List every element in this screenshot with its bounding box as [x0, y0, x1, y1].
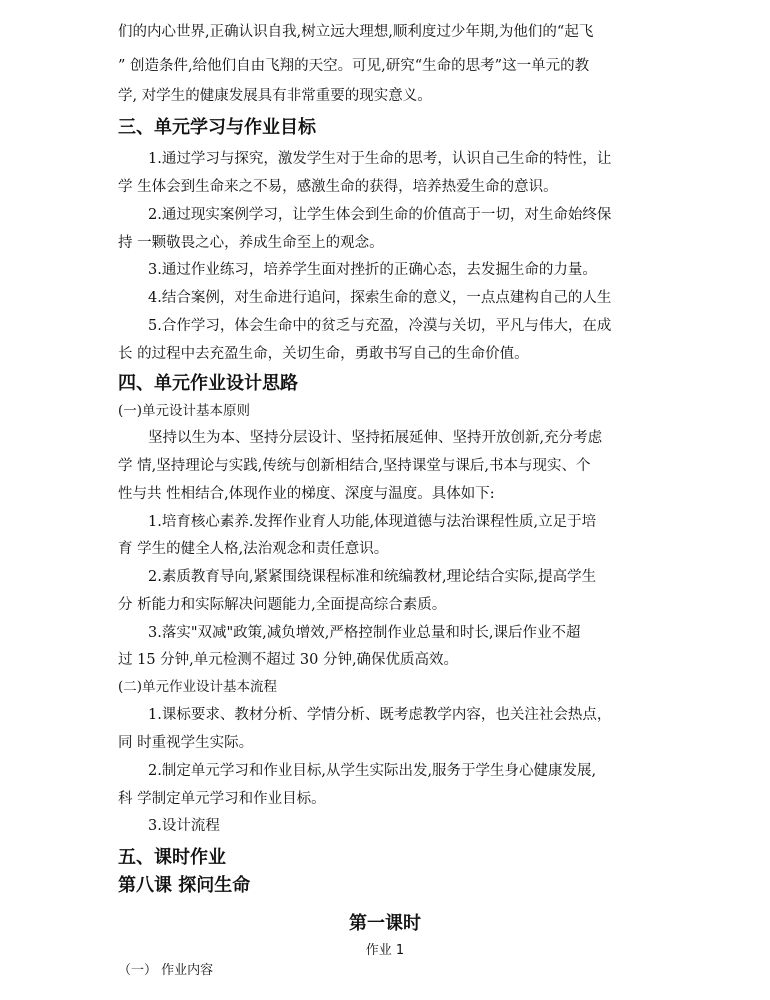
principle-1-line-2: 育 学生的健全人格,法治观念和责任意识。	[118, 541, 389, 557]
principle-line-1: 坚持以生为本、坚持分层设计、坚持拓展延伸、坚持开放创新,充分考虑	[148, 430, 603, 446]
intro-line-3: 学, 对学生的健康发展具有非常重要的现实意义。	[118, 88, 432, 104]
section-3-heading: 三、单元学习与作业目标	[118, 117, 316, 138]
section-5-heading: 五、课时作业	[118, 847, 226, 868]
goal-3: 3.通过作业练习，培养学生面对挫折的正确心态，去发掘生命的力量。	[148, 262, 597, 278]
homework-label: 作业 1	[365, 943, 405, 958]
content-heading: （一） 作业内容	[118, 963, 214, 978]
goal-1-line-1: 1.通过学习与探究，激发学生对于生命的思考，认识自己生命的特性，让	[148, 151, 612, 167]
principle-3-line-1: 3.落实"双减"政策,减负增效,严格控制作业总量和时长,课后作业不超	[148, 625, 581, 641]
goal-2-line-2: 持 一颗敬畏之心，养成生命至上的观念。	[118, 235, 384, 251]
lesson-title: 第八课 探问生命	[118, 875, 251, 896]
process-1-line-2: 同 时重视学生实际。	[118, 735, 254, 751]
principle-2-line-1: 2.素质教育导向,紧紧围绕课程标准和统编教材,理论结合实际,提高学生	[148, 569, 597, 585]
subheading-process: (二)单元作业设计基本流程	[118, 679, 278, 695]
goal-2-line-1: 2.通过现实案例学习，让学生体会到生命的价值高于一切，对生命始终保	[148, 207, 612, 223]
process-2-line-2: 科 学制定单元学习和作业目标。	[118, 791, 326, 807]
process-3: 3.设计流程	[148, 818, 220, 834]
principle-3-line-2: 过 15 分钟,单元检测不超过 30 分钟,确保优质高效。	[118, 652, 459, 668]
goal-1-line-2: 学 生体会到生命来之不易，感激生命的获得，培养热爱生命的意识。	[118, 179, 558, 195]
intro-line-1: 们的内心世界,正确认识自我,树立远大理想,顺利度过少年期,为他们的“起飞	[118, 24, 594, 40]
process-2-line-1: 2.制定单元学习和作业目标,从学生实际出发,服务于学生身心健康发展,	[148, 763, 597, 779]
principle-1-line-1: 1.培育核心素养.发挥作业育人功能,体现道德与法治课程性质,立足于培	[148, 514, 597, 530]
process-1-line-1: 1.课标要求、教材分析、学情分析、既考虑教学内容，也关注社会热点，	[148, 707, 612, 723]
goal-5-line-2: 长 的过程中去充盈生命，关切生命，勇敢书写自己的生命价值。	[118, 346, 529, 362]
section-4-heading: 四、单元作业设计思路	[118, 373, 298, 394]
intro-line-2: ” 创造条件,给他们自由飞翔的天空。可见,研究“生命的思考”这一单元的教	[118, 58, 590, 74]
subheading-principles: (一)单元设计基本原则	[118, 403, 251, 419]
principle-line-2: 学 情,坚持理论与实践,传统与创新相结合,坚持课堂与课后,书本与现实、个	[118, 458, 591, 474]
principle-line-3: 性与共 性相结合,体现作业的梯度、深度与温度。具体如下:	[118, 486, 495, 502]
principle-2-line-2: 分 析能力和实际解决问题能力,全面提高综合素质。	[118, 597, 447, 613]
goal-5-line-1: 5.合作学习，体会生命中的贫乏与充盈，冷漠与关切，平凡与伟大，在成	[148, 318, 612, 334]
goal-4: 4.结合案例，对生命进行追问，探索生命的意义，一点点建构自己的人生	[148, 290, 612, 306]
period-title: 第一课时	[349, 913, 421, 934]
